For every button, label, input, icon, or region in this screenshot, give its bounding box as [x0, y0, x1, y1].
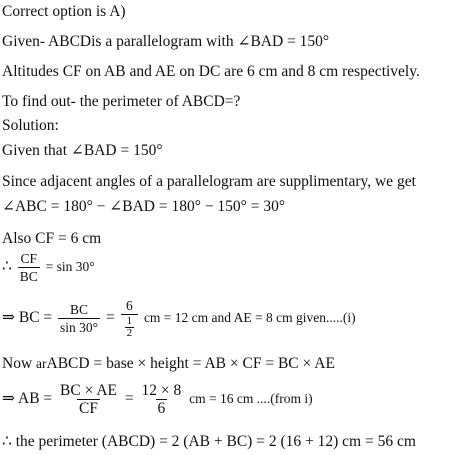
area-line [2, 354, 335, 374]
fraction-denominator: BC [19, 269, 38, 284]
adjacent-angles-line: Since adjacent angles of a parallelogram are supplimentary, we get [2, 173, 416, 190]
fraction-denominator: sin 30° [60, 320, 99, 335]
sin-ratio-line [2, 251, 95, 284]
equals-sign: = [124, 390, 134, 408]
fraction-denominator: 6 [157, 400, 166, 417]
fraction-numerator: 6 [125, 298, 133, 313]
equation-rhs: cm = 16 cm ....(from i) [189, 391, 313, 407]
area-equation: ABCD = base × height = AB × CF = BC × AE [46, 355, 335, 372]
to-find-line: To find out- the perimeter of ABCD=? [2, 93, 241, 110]
half-fraction [125, 316, 135, 339]
also-cf-line: Also CF = 6 cm [2, 230, 102, 247]
product-over-six-fraction [140, 383, 184, 416]
half-numerator: 1 [126, 315, 133, 327]
given-angle-line: Given that ∠BAD = 150° [2, 142, 163, 159]
fraction-numerator: BC [70, 302, 89, 317]
solution-heading: Solution: [2, 117, 59, 134]
ab-calculation-line [2, 383, 313, 416]
perimeter-line: ∴ the perimeter (ABCD) = 2 (AB + BC) = 2 (16 + 12) cm = 56 cm [2, 433, 416, 450]
fraction-numerator: BC × AE [60, 382, 118, 399]
cf-over-bc-fraction [18, 251, 40, 284]
angle-abc-line: ∠ABC = 180° − ∠BAD = 180° − 150° = 30° [2, 198, 286, 215]
correct-option-line: Correct option is A) [2, 3, 126, 20]
bc-calculation-line [2, 298, 356, 339]
bc-over-sin-fraction [58, 302, 100, 335]
given-line: Given- ABCDis a parallelogram with ∠BAD = 150° [2, 33, 330, 50]
half-denominator: 2 [126, 327, 133, 339]
equation-prefix: ⇒ AB = [2, 390, 53, 408]
equals-sign: = [105, 309, 115, 327]
fraction-numerator: 12 × 8 [141, 382, 182, 399]
bc-ae-over-cf-fraction [58, 383, 119, 416]
fraction-denominator [121, 314, 139, 339]
ar-abbrev: ar [36, 356, 47, 371]
fraction-denominator: CF [79, 400, 98, 417]
equation-rhs: cm = 12 cm and AE = 8 cm given.....(i) [143, 310, 356, 326]
altitudes-line: Altitudes CF on AB and AE on DC are 6 cm and 8 cm respectively. [2, 63, 420, 80]
therefore-symbol: ∴ [2, 258, 12, 276]
equation-rhs: = sin 30° [45, 259, 95, 275]
now-word: Now [2, 355, 33, 372]
fraction-numerator: CF [20, 251, 38, 266]
six-over-half-fraction [121, 298, 139, 339]
equation-prefix: ⇒ BC = [2, 309, 53, 327]
